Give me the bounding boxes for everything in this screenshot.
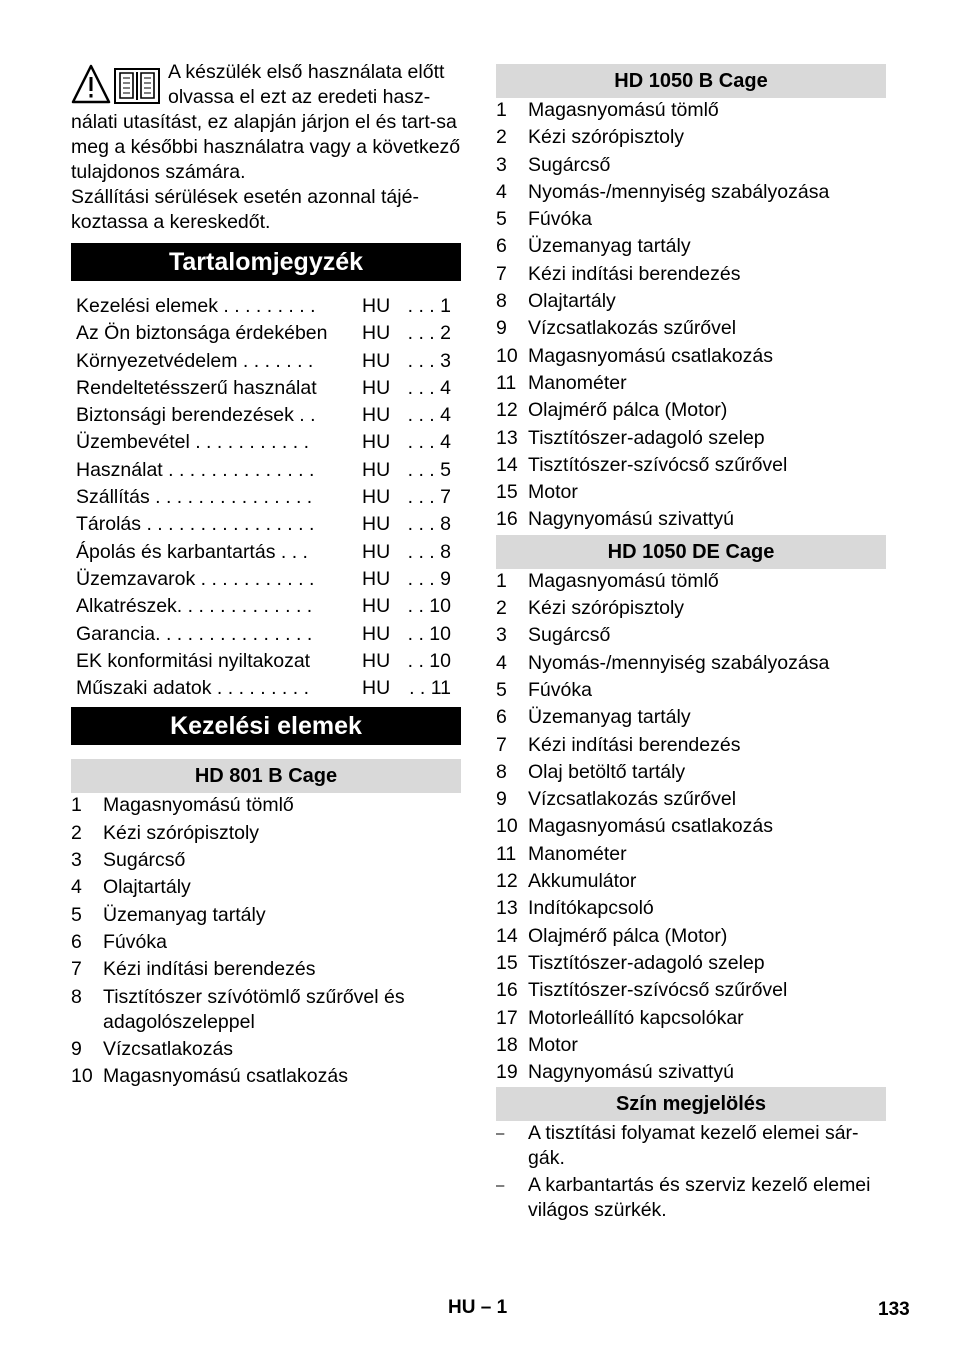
list-item (496, 1033, 886, 1058)
item-text: Üzemanyag tartály (528, 235, 691, 258)
toc-entry-page: . . . 3 (407, 349, 451, 372)
toc-entry-page: . . . 7 (407, 486, 451, 509)
list-item (496, 1006, 886, 1031)
item-number: 17 (496, 1006, 518, 1029)
toc-row (71, 593, 461, 620)
item-number: 8 (496, 290, 507, 313)
item-number: 13 (496, 426, 518, 449)
item-number: 16 (496, 979, 518, 1002)
item-number: 14 (496, 924, 518, 947)
toc-row (71, 621, 461, 648)
item-number: 12 (496, 399, 518, 422)
item-number: 3 (496, 153, 507, 176)
list-item (71, 903, 461, 928)
item-number: 9 (496, 317, 507, 340)
right-column (496, 64, 886, 1225)
item-text: Magasnyomású tömlő (528, 569, 719, 592)
item-text: Tisztítószer szívótömlő szűrővel és adagolószeleppel (103, 985, 405, 1033)
toc-entry-page: . . . 2 (407, 322, 451, 345)
item-text: Nagynyomású szivattyú (528, 508, 734, 531)
left-column (71, 60, 461, 1091)
toc-entry-page: . . . 5 (407, 458, 451, 481)
item-text: Olaj betöltő tartály (528, 760, 686, 783)
item-text: Motor (528, 481, 578, 504)
toc-entry-title: Környezetvédelem . . . . . . . (76, 349, 314, 372)
list-item (71, 1064, 461, 1089)
list-item (71, 1037, 461, 1062)
item-text: Nyomás-/mennyiség szabályozása (528, 651, 830, 674)
toc-entry-lang: HU (362, 322, 391, 345)
toc-entry-page: . . . 4 (407, 376, 451, 399)
item-number: 10 (496, 815, 518, 838)
toc-entry-lang: HU (362, 431, 391, 454)
toc-entry-lang: HU (362, 458, 391, 481)
toc-row (71, 675, 461, 702)
list-item (496, 480, 886, 505)
toc-entry-lang: HU (362, 622, 391, 645)
item-text: Sugárcső (528, 624, 611, 647)
toc-row (71, 348, 461, 375)
list-item (496, 426, 886, 451)
list-item (496, 623, 886, 648)
item-text: Fúvóka (528, 208, 592, 231)
toc-entry-lang: HU (362, 376, 391, 399)
list-item (496, 787, 886, 812)
toc-entry-title: Kezelési elemek . . . . . . . . . (76, 295, 316, 317)
list-item (71, 985, 461, 1035)
hd1050de-list (496, 569, 886, 1085)
toc-entry-title: Üzemzavarok . . . . . . . . . . . (76, 567, 315, 590)
item-number: 11 (496, 371, 517, 394)
item-text: Üzemanyag tartály (103, 903, 266, 926)
item-number: 13 (496, 897, 518, 920)
list-item (496, 1121, 886, 1171)
list-item (496, 371, 886, 396)
item-text: Magasnyomású csatlakozás (528, 815, 773, 838)
item-number: 7 (496, 733, 507, 756)
intro-transport: Szállítási sérülések esetén azonnal tájé-koztassa a kereskedőt. (71, 186, 419, 233)
toc-entry-page: . . 11 (409, 677, 451, 700)
toc-entry-title: Ápolás és karbantartás . . . (76, 540, 308, 563)
list-item (496, 814, 886, 839)
item-text: Akkumulátor (528, 870, 637, 893)
list-item (496, 180, 886, 205)
item-text: Kézi szórópisztoly (103, 821, 260, 844)
item-text: Olajtartály (528, 290, 616, 313)
hd1050b-heading: HD 1050 B Cage (496, 64, 886, 98)
toc-row (71, 648, 461, 675)
item-text: Kézi indítási berendezés (103, 958, 316, 981)
item-text: Tisztítószer-adagoló szelep (528, 951, 765, 974)
list-item (496, 316, 886, 341)
list-item (496, 569, 886, 594)
hd801-list (71, 793, 461, 1089)
list-item (496, 262, 886, 287)
toc-entry-page: . . 10 (407, 595, 451, 618)
list-item (496, 1173, 886, 1223)
toc-entry-title: Biztonsági berendezések . . (76, 404, 316, 427)
item-number: 1 (496, 569, 507, 592)
item-text: Motorleállító kapcsolókar (528, 1006, 744, 1029)
list-item (496, 733, 886, 758)
toc-entry-page: . . . 1 (407, 295, 451, 317)
list-item (496, 98, 886, 123)
item-text: Olajmérő pálca (Motor) (528, 399, 728, 422)
footer-page-number: 133 (878, 1299, 910, 1320)
toc-heading: Tartalomjegyzék (71, 243, 461, 281)
item-number: 7 (71, 958, 82, 981)
toc-row (71, 375, 461, 402)
item-number: 10 (496, 344, 518, 367)
item-number: 2 (71, 821, 82, 844)
item-number: 2 (496, 597, 507, 620)
list-item (496, 207, 886, 232)
item-text: Manométer (528, 842, 627, 865)
list-item (496, 234, 886, 259)
color-heading: Szín megjelölés (496, 1087, 886, 1121)
list-item (496, 125, 886, 150)
toc-entry-lang: HU (362, 677, 391, 700)
item-text: Fúvóka (528, 678, 592, 701)
item-text: Motor (528, 1033, 578, 1056)
item-text: Üzemanyag tartály (528, 706, 691, 729)
item-number: 6 (496, 706, 507, 729)
toc-entry-lang: HU (362, 349, 391, 372)
hd1050b-list (496, 98, 886, 532)
item-number: 11 (496, 842, 517, 865)
toc-row (71, 457, 461, 484)
toc-entry-title: Használat . . . . . . . . . . . . . . (76, 458, 315, 481)
item-text: Indítókapcsoló (528, 897, 654, 920)
item-text: Vízcsatlakozás szűrővel (528, 317, 737, 340)
toc-entry-lang: HU (362, 295, 391, 317)
item-number: 14 (496, 453, 518, 476)
toc-row (71, 484, 461, 511)
list-item (496, 596, 886, 621)
item-text: Nyomás-/mennyiség szabályozása (528, 180, 830, 203)
toc-entry-lang: HU (362, 649, 391, 672)
item-number: 4 (496, 651, 507, 674)
hd1050de-heading: HD 1050 DE Cage (496, 535, 886, 569)
toc-table (71, 293, 461, 702)
dash-bullet: – (496, 1125, 505, 1143)
list-item (496, 453, 886, 478)
item-number: 7 (496, 262, 507, 285)
toc-entry-title: Alkatrészek. . . . . . . . . . . . . (76, 595, 313, 618)
toc-entry-page: . . 10 (407, 649, 451, 672)
item-text: Olajmérő pálca (Motor) (528, 924, 728, 947)
list-item (496, 951, 886, 976)
list-item (71, 957, 461, 982)
toc-row (71, 566, 461, 593)
footer-section-page: HU – 1 (448, 1297, 508, 1318)
item-number: 5 (71, 903, 82, 926)
toc-entry-lang: HU (362, 540, 391, 563)
item-text: Nagynyomású szivattyú (528, 1061, 734, 1084)
item-number: 3 (496, 624, 507, 647)
item-text: Olajtartály (103, 876, 191, 899)
list-item (496, 896, 886, 921)
list-item (496, 651, 886, 676)
item-number: 1 (71, 794, 82, 817)
list-item (496, 978, 886, 1003)
item-number: 5 (496, 678, 507, 701)
item-text: Sugárcső (103, 849, 186, 872)
item-number: 9 (496, 788, 507, 811)
item-text: Kézi szórópisztoly (528, 597, 685, 620)
item-text: Magasnyomású csatlakozás (103, 1065, 348, 1088)
toc-row (71, 402, 461, 429)
list-item (71, 930, 461, 955)
color-list (496, 1121, 886, 1223)
list-item (496, 842, 886, 867)
list-item (71, 793, 461, 818)
intro-block (71, 60, 461, 235)
toc-entry-page: . . . 4 (407, 404, 451, 427)
toc-entry-title: Az Ön biztonsága érdekében (76, 322, 328, 345)
item-text: Tisztítószer-adagoló szelep (528, 426, 765, 449)
list-item (496, 705, 886, 730)
item-text: A karbantartás és szerviz kezelő elemei világos szürkék. (528, 1174, 871, 1222)
toc-entry-title: Tárolás . . . . . . . . . . . . . . . . (76, 513, 315, 536)
item-text: Manométer (528, 371, 627, 394)
toc-row (71, 429, 461, 456)
list-item (496, 1060, 886, 1085)
item-text: Magasnyomású tömlő (103, 794, 294, 817)
toc-entry-page: . . . 9 (407, 567, 451, 590)
dash-bullet: – (496, 1177, 505, 1195)
intro-line1: A készülék első használata előtt (168, 61, 445, 83)
list-item (496, 153, 886, 178)
item-number: 16 (496, 508, 518, 531)
item-text: Vízcsatlakozás (103, 1037, 234, 1060)
controls-heading: Kezelési elemek (71, 707, 461, 745)
item-text: Kézi indítási berendezés (528, 733, 741, 756)
toc-row (71, 320, 461, 347)
item-number: 1 (496, 99, 507, 121)
item-text: Kézi szórópisztoly (528, 126, 685, 149)
list-item (496, 760, 886, 785)
toc-entry-title: Garancia. . . . . . . . . . . . . . . (76, 622, 313, 645)
toc-entry-page: . . . 4 (407, 431, 451, 454)
item-text: Tisztítószer-szívócső szűrővel (528, 453, 788, 476)
item-text: Magasnyomású csatlakozás (528, 344, 773, 367)
list-item (496, 289, 886, 314)
item-text: Vízcsatlakozás szűrővel (528, 788, 737, 811)
toc-entry-lang: HU (362, 595, 391, 618)
list-item (496, 678, 886, 703)
toc-row (71, 293, 461, 320)
item-number: 15 (496, 951, 518, 974)
item-number: 2 (496, 126, 507, 149)
intro-rest: nálati utasítást, ez alapján járjon el és tart-sa meg a későbbi használatra vagy a következő tulajdonos számára. (71, 111, 461, 183)
item-number: 9 (71, 1037, 82, 1060)
list-item (496, 507, 886, 532)
intro-line2: olvassa el ezt az eredeti hasz- (168, 86, 431, 108)
item-text: A tisztítási folyamat kezelő elemei sár-gák. (528, 1122, 859, 1170)
item-text: Magasnyomású tömlő (528, 99, 719, 121)
item-number: 15 (496, 481, 518, 504)
list-item (71, 821, 461, 846)
warning-manual-icon (71, 64, 161, 106)
item-number: 10 (71, 1065, 93, 1088)
toc-entry-title: EK konformitási nyiltakozat (76, 649, 311, 672)
item-number: 8 (496, 760, 507, 783)
item-number: 8 (71, 985, 82, 1008)
item-number: 4 (496, 180, 507, 203)
toc-entry-title: Üzembevétel . . . . . . . . . . . (76, 431, 309, 454)
toc-entry-title: Szállítás . . . . . . . . . . . . . . . (76, 486, 313, 509)
toc-entry-lang: HU (362, 404, 391, 427)
item-number: 6 (496, 235, 507, 258)
item-number: 19 (496, 1061, 518, 1084)
toc-entry-title: Rendeltetésszerű használat (76, 376, 317, 399)
toc-entry-page: . . . 8 (407, 513, 451, 536)
list-item (71, 875, 461, 900)
toc-entry-page: . . . 8 (407, 540, 451, 563)
item-number: 6 (71, 930, 82, 953)
list-item (496, 869, 886, 894)
item-text: Sugárcső (528, 153, 611, 176)
hd801-heading: HD 801 B Cage (71, 759, 461, 793)
toc-entry-lang: HU (362, 513, 391, 536)
item-number: 4 (71, 876, 82, 899)
list-item (496, 398, 886, 423)
list-item (496, 344, 886, 369)
list-item (496, 924, 886, 949)
item-number: 3 (71, 849, 82, 872)
toc-row (71, 511, 461, 538)
item-text: Tisztítószer-szívócső szűrővel (528, 979, 788, 1002)
list-item (71, 848, 461, 873)
item-text: Kézi indítási berendezés (528, 262, 741, 285)
item-text: Fúvóka (103, 930, 167, 953)
toc-entry-lang: HU (362, 567, 391, 590)
toc-row (71, 539, 461, 566)
toc-entry-page: . . 10 (407, 622, 451, 645)
item-number: 12 (496, 870, 518, 893)
toc-entry-title: Műszaki adatok . . . . . . . . . (76, 677, 310, 700)
item-number: 18 (496, 1033, 518, 1056)
item-number: 5 (496, 208, 507, 231)
toc-entry-lang: HU (362, 486, 391, 509)
